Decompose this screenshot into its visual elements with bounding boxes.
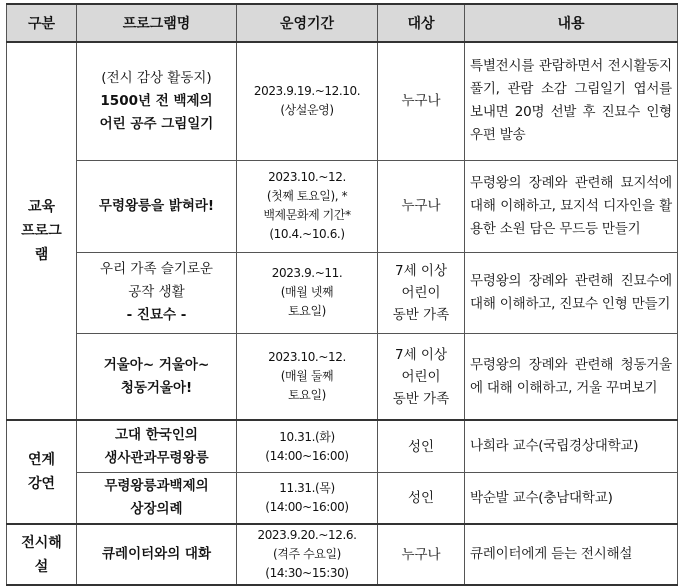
table-row <box>7 473 678 525</box>
program-name-line: (전시 감상 활동지) <box>101 69 212 86</box>
content-cell: 무령왕의 장례와 관련해 묘지석에 대해 이해하고, 묘지석 디자인을 활용한 소원 담은 무드등 만들기 <box>465 160 678 252</box>
table-row <box>7 524 678 585</box>
program-name-line: 고대 한국인의 <box>115 426 198 443</box>
period-line: (상설운영) <box>280 103 334 118</box>
period-line: 토요일) <box>288 304 326 319</box>
period-line: 2023.10.~12. <box>268 350 346 365</box>
program-name-line: - 진묘수 - <box>126 307 187 324</box>
period-line: 10.31.(화) <box>279 429 335 444</box>
program-name-cell <box>77 160 237 252</box>
program-name-line: 공작 생활 <box>128 284 185 301</box>
target-cell <box>378 160 465 252</box>
table-row <box>7 42 678 160</box>
program-name-line: 상장의례 <box>130 501 183 518</box>
program-name-cell <box>77 334 237 421</box>
category-line: 강연 <box>27 476 56 493</box>
program-name-line: 무령왕릉과백제의 <box>104 478 209 495</box>
period-line: (매월 둘째 <box>280 369 334 384</box>
category-line: 설 <box>34 558 49 575</box>
period-cell <box>237 524 378 585</box>
program-name-line: 어린 공주 그림일기 <box>99 115 214 132</box>
category-line: 연계 <box>27 452 56 469</box>
period-line: (격주 수요일) <box>273 547 341 562</box>
period-line: 백제문화제 기간* <box>263 208 351 223</box>
program-name-line: 무령왕릉을 밝혀라! <box>98 197 215 214</box>
program-name-cell <box>77 252 237 333</box>
program-name-line: 1500년 전 백제의 <box>100 92 213 109</box>
table-row <box>7 160 678 252</box>
header-period: 운영기간 <box>237 4 378 42</box>
program-name-line: 거울아~ 거울아~ <box>103 356 210 373</box>
header-category: 구분 <box>7 4 77 42</box>
program-name-cell <box>77 420 237 473</box>
header-target: 대상 <box>378 4 465 42</box>
program-name-cell <box>77 42 237 160</box>
table-row <box>7 252 678 333</box>
period-cell <box>237 252 378 333</box>
target-line: 7세 이상 <box>394 346 447 363</box>
program-name-cell <box>77 473 237 525</box>
target-cell <box>378 524 465 585</box>
period-line: (첫째 토요일), * <box>266 189 348 204</box>
category-lecture <box>7 420 77 524</box>
target-cell <box>378 473 465 525</box>
period-line: 토요일) <box>288 388 326 403</box>
target-cell <box>378 420 465 473</box>
target-cell <box>378 334 465 421</box>
target-line: 누구나 <box>401 93 441 110</box>
content-cell: 큐레이터에게 듣는 전시해설 <box>465 524 678 585</box>
target-line: 어린이 <box>401 284 441 301</box>
category-commentary <box>7 524 77 585</box>
period-cell <box>237 473 378 525</box>
target-line: 성인 <box>407 490 435 507</box>
period-cell <box>237 42 378 160</box>
program-name-line: 큐레이터와의 대화 <box>101 546 212 563</box>
content-cell: 나희라 교수(국립경상대학교) <box>465 420 678 473</box>
period-line: 2023.9.19.~12.10. <box>253 84 361 99</box>
period-line: (매월 넷째 <box>280 285 334 300</box>
target-line: 동반 가족 <box>392 390 450 407</box>
program-name-line: 생사관과무령왕릉 <box>104 449 209 466</box>
program-table <box>6 3 678 586</box>
period-line: 2023.10.~12. <box>268 170 346 185</box>
category-line: 전시해 <box>21 534 62 551</box>
category-line: 교육 <box>27 199 56 216</box>
period-cell <box>237 334 378 421</box>
program-name-cell <box>77 524 237 585</box>
header-content: 내용 <box>465 4 678 42</box>
target-line: 누구나 <box>401 198 441 215</box>
header-row <box>7 4 678 42</box>
table-row <box>7 334 678 421</box>
content-cell: 특별전시를 관람하면서 전시활동지 풀기, 관람 소감 그림일기 엽서를 보내면 20명 선발 후 진묘수 인형 우편 발송 <box>465 42 678 160</box>
category-line: 램 <box>34 247 49 264</box>
category-education <box>7 42 77 420</box>
category-line: 프로그 <box>21 223 62 240</box>
content-cell: 무령왕의 장례와 관련해 청동거울에 대해 이해하고, 거울 꾸며보기 <box>465 334 678 421</box>
period-line: 11.31.(목) <box>279 481 335 496</box>
period-line: (10.4.~10.6.) <box>269 227 345 242</box>
content-cell: 박순발 교수(충남대학교) <box>465 473 678 525</box>
program-name-line: 우리 가족 슬기로운 <box>100 261 213 278</box>
period-line: 2023.9.20.~12.6. <box>257 528 357 543</box>
period-cell <box>237 420 378 473</box>
target-line: 7세 이상 <box>394 262 447 279</box>
target-line: 성인 <box>407 438 435 455</box>
period-line: (14:00~16:00) <box>265 500 349 515</box>
period-cell <box>237 160 378 252</box>
header-program-name: 프로그램명 <box>77 4 237 42</box>
program-name-line: 청동거울아! <box>120 379 193 396</box>
target-cell <box>378 42 465 160</box>
table-row <box>7 420 678 473</box>
content-cell: 무령왕의 장례와 관련해 진묘수에 대해 이해하고, 진묘수 인형 만들기 <box>465 252 678 333</box>
period-line: (14:30~15:30) <box>265 566 349 581</box>
period-line: 2023.9.~11. <box>271 266 343 281</box>
target-line: 동반 가족 <box>392 306 450 323</box>
target-line: 누구나 <box>401 546 441 563</box>
target-line: 어린이 <box>401 368 441 385</box>
period-line: (14:00~16:00) <box>265 448 349 463</box>
target-cell <box>378 252 465 333</box>
